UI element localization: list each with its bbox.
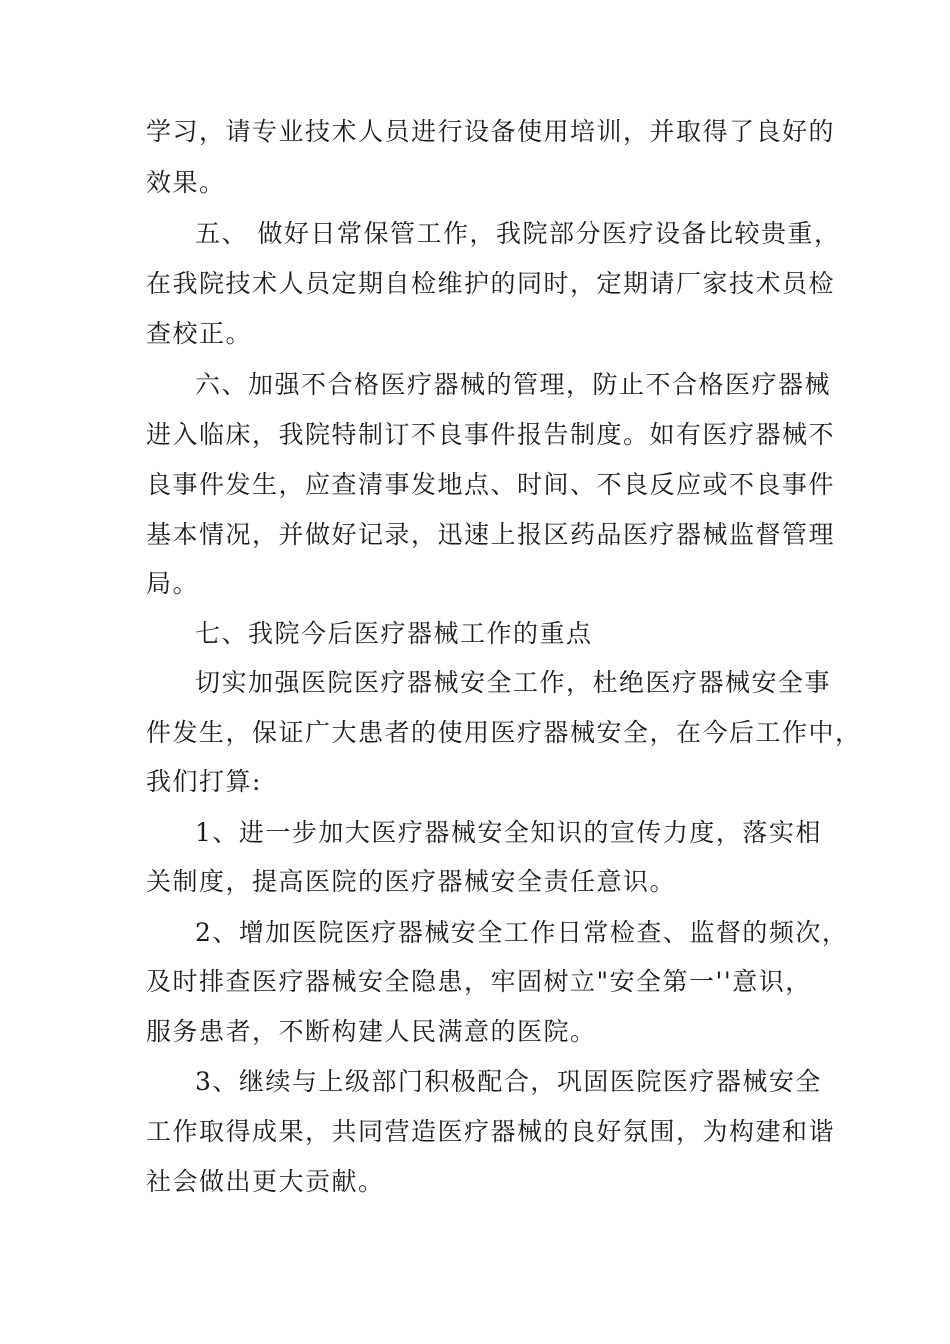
text-line: 工作取得成果，共同营造医疗器械的良好氛围，为构建和谐 bbox=[146, 1117, 836, 1146]
text-line: 查校正。 bbox=[146, 319, 253, 348]
text-line: 六、加强不合格医疗器械的管理，防止不合格医疗器械 bbox=[195, 370, 832, 399]
text-line: 社会做出更大贡献。 bbox=[146, 1167, 385, 1196]
text-line: 五、 做好日常保管工作，我院部分医疗设备比较贵重， bbox=[195, 219, 841, 248]
text-line: 切实加强医院医疗器械安全工作，杜绝医疗器械安全事 bbox=[195, 668, 832, 697]
text-line: 局。 bbox=[146, 569, 200, 598]
text-line: 良事件发生，应查清事发地点、时间、不良反应或不良事件 bbox=[146, 470, 836, 499]
text-line: 在我院技术人员定期自检维护的同时，定期请厂家技术员检 bbox=[146, 269, 836, 298]
text-line: 七、我院今后医疗器械工作的重点 bbox=[195, 619, 593, 648]
text-line: 及时排查医疗器械安全隐患，牢固树立"安全第一''意识， bbox=[146, 967, 812, 996]
text-line: 学习，请专业技术人员进行设备使用培训，并取得了良好的 bbox=[146, 117, 836, 146]
text-line: 关制度，提高医院的医疗器械安全责任意识。 bbox=[146, 867, 677, 896]
text-line: 件发生，保证广大患者的使用医疗器械安全，在今后工作中， bbox=[146, 718, 862, 747]
text-line: 服务患者，不断构建人民满意的医院。 bbox=[146, 1017, 597, 1046]
text-line: 1、进一步加大医疗器械安全知识的宣传力度，落实相 bbox=[195, 818, 822, 847]
text-line: 3、继续与上级部门积极配合，巩固医院医疗器械安全 bbox=[195, 1067, 822, 1096]
text-line: 我们打算: bbox=[146, 767, 262, 796]
text-line: 进入临床，我院特制订不良事件报告制度。如有医疗器械不 bbox=[146, 420, 836, 449]
text-line: 基本情况，并做好记录，迅速上报区药品医疗器械监督管理 bbox=[146, 520, 836, 549]
text-line: 2、增加医院医疗器械安全工作日常检查、监督的频次， bbox=[195, 918, 849, 947]
text-line: 效果。 bbox=[146, 168, 226, 197]
